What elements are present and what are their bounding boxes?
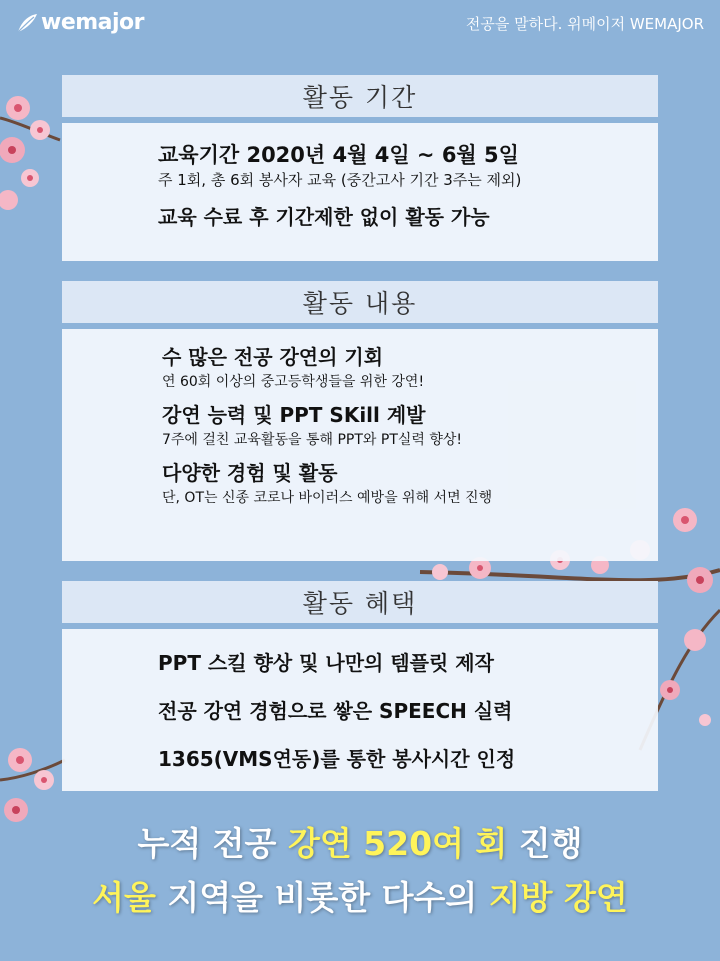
footer-highlight: 강연 520여 회 bbox=[287, 824, 508, 863]
benefits-header: 활동 혜택 bbox=[62, 581, 658, 623]
period-header: 활동 기간 bbox=[62, 75, 658, 117]
period-body bbox=[62, 123, 658, 261]
content-header: 활동 내용 bbox=[62, 281, 658, 323]
benefit-item: 전공 강연 경험으로 쌓은 SPEECH 실력 bbox=[158, 699, 513, 723]
content-item-heading: 다양한 경험 및 활동 bbox=[162, 461, 338, 485]
content-item-sub: 7주에 걸친 교육활동을 통해 PPT와 PT실력 향상! bbox=[162, 432, 463, 448]
period-line1: 교육기간 2020년 4월 4일 ~ 6월 5일 bbox=[158, 143, 519, 167]
benefit-item: 1365(VMS연동)를 통한 봉사시간 인정 bbox=[158, 747, 516, 771]
footer-line1 bbox=[0, 818, 720, 865]
footer-text: 진행 bbox=[507, 824, 583, 863]
logo[interactable] bbox=[16, 10, 144, 35]
leaf-icon bbox=[16, 12, 38, 34]
content-item-heading: 수 많은 전공 강연의 기회 bbox=[162, 345, 384, 369]
tagline: 전공을 말하다. 위메이저 WEMAJOR bbox=[465, 15, 704, 33]
footer-highlight: 서울 bbox=[92, 878, 156, 917]
footer-line2 bbox=[0, 872, 720, 919]
content-item-sub: 단, OT는 신종 코로나 바이러스 예방을 위해 서면 진행 bbox=[162, 490, 493, 506]
footer-highlight: 지방 강연 bbox=[488, 878, 628, 917]
period-line2: 주 1회, 총 6회 봉사자 교육 (중간고사 기간 3주는 제외) bbox=[158, 171, 522, 189]
benefit-item: PPT 스킬 향상 및 나만의 템플릿 제작 bbox=[158, 651, 494, 675]
blossom-branch-left-top bbox=[0, 78, 70, 218]
period-line3: 교육 수료 후 기간제한 없이 활동 가능 bbox=[158, 205, 490, 229]
content-body bbox=[62, 329, 658, 561]
content-item bbox=[162, 401, 658, 451]
content-item bbox=[162, 343, 658, 393]
content-item bbox=[162, 459, 658, 509]
benefits-body bbox=[62, 629, 658, 791]
top-bar bbox=[0, 0, 720, 48]
logo-text: wemajor bbox=[41, 10, 145, 35]
footer-text: 누적 전공 bbox=[137, 824, 288, 863]
content-item-heading: 강연 능력 및 PPT SKill 계발 bbox=[162, 403, 426, 427]
footer-text: 지역을 비롯한 다수의 bbox=[155, 878, 489, 917]
content-item-sub: 연 60회 이상의 중고등학생들을 위한 강연! bbox=[162, 374, 425, 390]
